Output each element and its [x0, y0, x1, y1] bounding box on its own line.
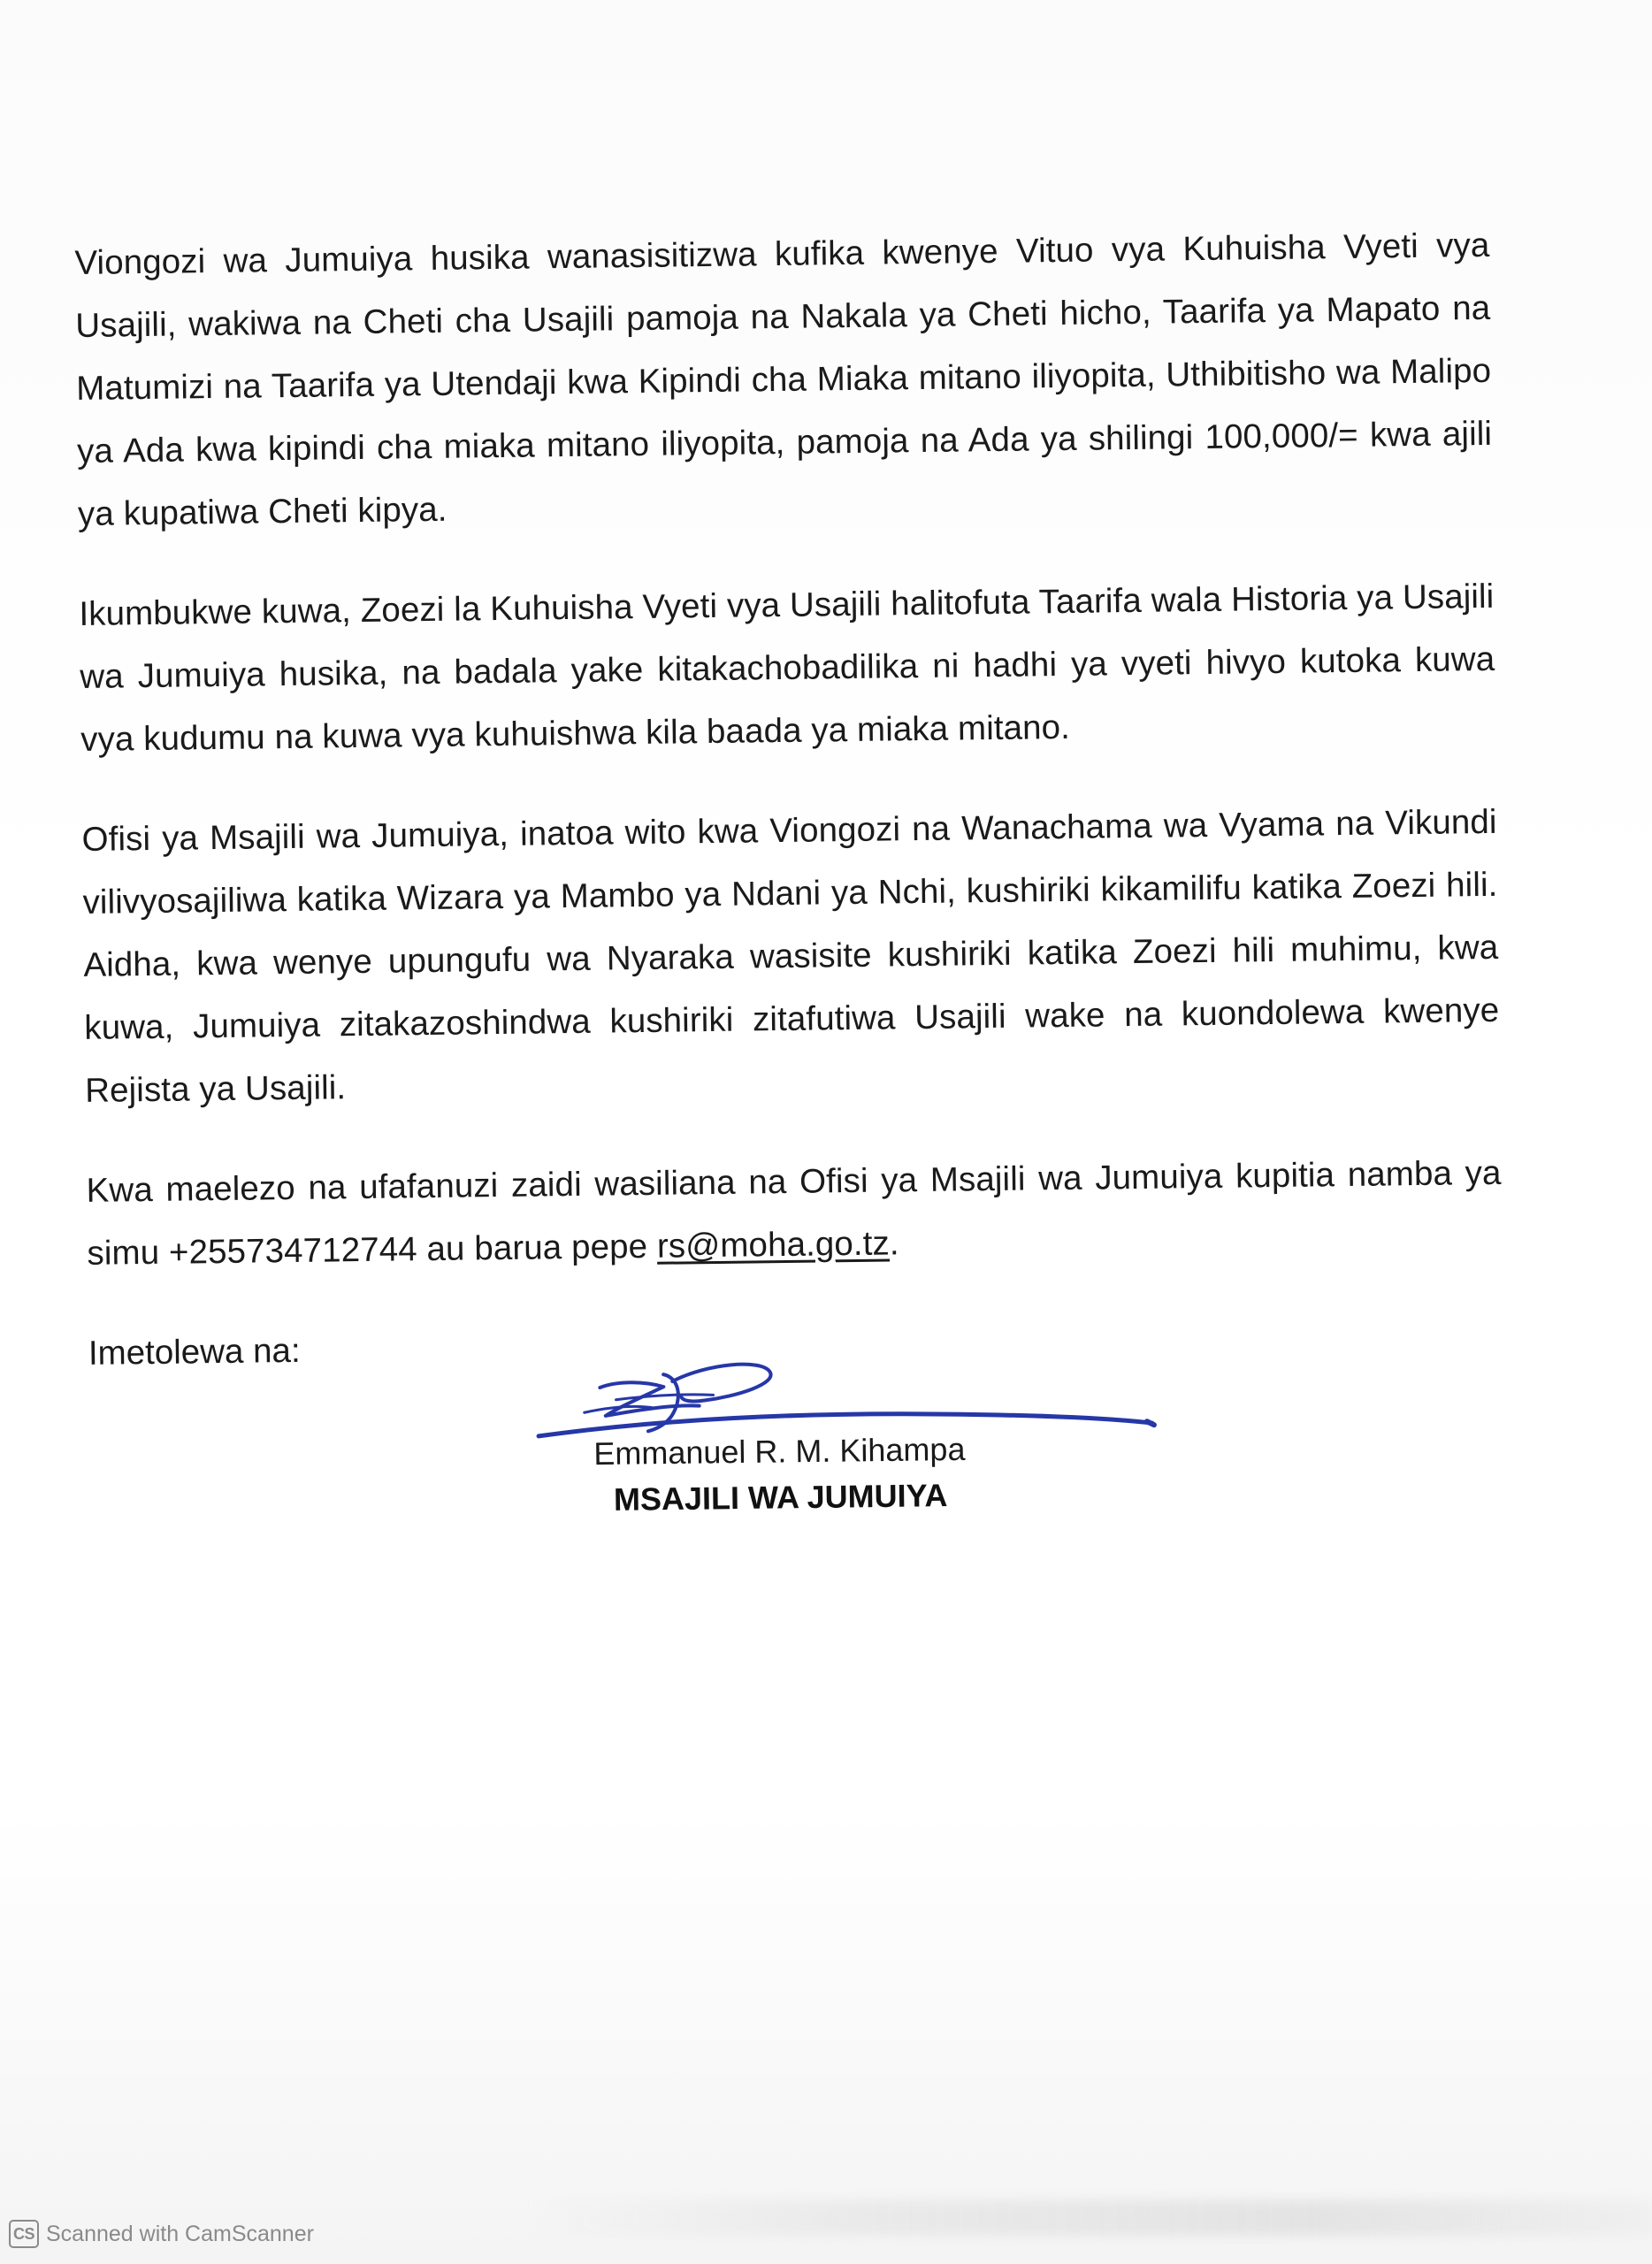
paragraph-contact: [86, 1142, 1503, 1285]
contact-end: .: [889, 1224, 899, 1263]
signature-block: [531, 1354, 1169, 1521]
signer-title: MSAJILI WA JUMUIYA: [613, 1477, 948, 1518]
paragraph-call-to-action: Ofisi ya Msajili wa Jumuiya, inatoa wito kwa Viongozi na Wanachama wa Vyama na Vikundi vilivyosajiliwa katika Wizara ya Mambo ya Ndani ya Nchi, kushiriki kikamilifu katika Zoezi hili. Aidha, kwa wenye upungufu wa Nyaraka wasisite kushiriki katika Zoezi hili muhimu, kwa kuwa, Jumuiya zitakazoshindwa kushiriki zitafutiwa Usajili wake na kuondolewa kwenye Rejista ya Usajili.: [81, 802, 1500, 1110]
issued-by-label: Imetolewa na:: [88, 1331, 301, 1373]
signer-name: Emmanuel R. M. Kihampa: [593, 1430, 966, 1472]
paragraph-requirements: Viongozi wa Jumuiya husika wanasisitizwa kufika kwenye Vituo vya Kuhuisha Vyeti vya Usajili, wakiwa na Cheti cha Usajili pamoja na Nakala ya Cheti hicho, Taarifa ya Mapato na Matumizi na Taarifa ya Utendaji kwa Kipindi cha Miaka mitano iliyopita, Uthibitisho wa Malipo ya Ada kwa kipindi cha miaka mitano iliyopita, pamoja na Ada ya shilingi 100,000/= kwa ajili ya kupatiwa Cheti kipya.: [74, 226, 1493, 533]
contact-text: Kwa maelezo na ufafanuzi zaidi wasiliana na Ofisi ya Msajili wa Jumuiya kupitia namba ya simu +255734712744 au barua pepe: [86, 1153, 1502, 1273]
email-link[interactable]: rs@moha.go.tz: [656, 1224, 891, 1266]
camscanner-watermark: [9, 2218, 314, 2250]
scan-streak: [531, 2200, 1652, 2236]
paragraph-registry-note: Ikumbukwe kuwa, Zoezi la Kuhuisha Vyeti vya Usajili halitofuta Taarifa wala Historia ya Usajili wa Jumuiya husika, na badala yake kitakachobadilika ni hadhi ya vyeti hivyo kutoka kuwa vya kudumu na kuwa vya kuhuishwa kila baada ya miaka mitano.: [79, 577, 1495, 759]
camscanner-logo-icon: CS: [9, 2220, 39, 2248]
watermark-text: Scanned with CamScanner: [46, 2221, 314, 2246]
letter-body: [74, 214, 1503, 1385]
